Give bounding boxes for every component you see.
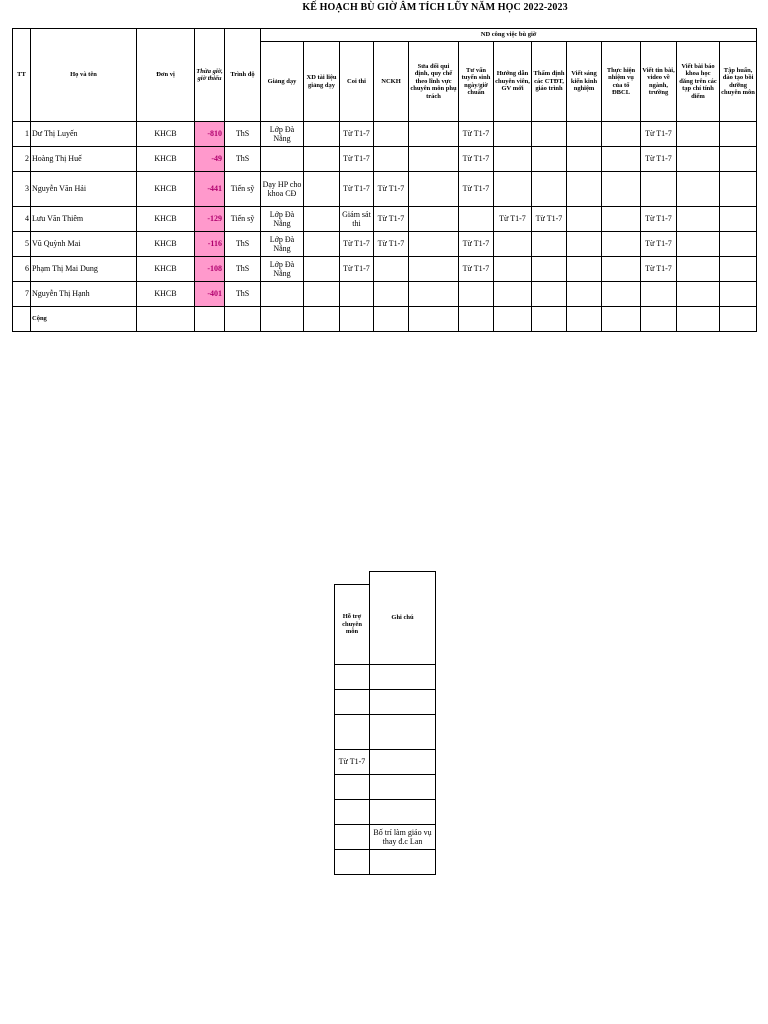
row-work-cell <box>677 282 720 307</box>
row-work-cell <box>532 232 567 257</box>
row-unit: KHCB <box>137 257 195 282</box>
col-work-4: NCKH <box>374 42 409 122</box>
row-work-cell <box>304 172 340 207</box>
total-cell <box>374 307 409 332</box>
row-support <box>335 775 370 800</box>
row-tt: 1 <box>13 122 31 147</box>
support-row <box>335 825 436 850</box>
row-work-cell <box>677 232 720 257</box>
row-support <box>335 665 370 690</box>
total-cell <box>335 850 370 875</box>
row-work-cell <box>567 282 602 307</box>
row-work-cell: Từ T1-7 <box>494 207 532 232</box>
row-name: Hoàng Thị Huế <box>31 147 137 172</box>
row-support <box>335 715 370 750</box>
row-work-cell <box>261 147 304 172</box>
row-support <box>335 825 370 850</box>
row-work-cell <box>494 122 532 147</box>
row-work-cell <box>602 257 641 282</box>
row-name: Dư Thị Luyến <box>31 122 137 147</box>
support-notes-table <box>334 571 436 875</box>
row-name: Vũ Quỳnh Mai <box>31 232 137 257</box>
row-work-cell <box>374 122 409 147</box>
row-unit: KHCB <box>137 172 195 207</box>
total-cell <box>13 307 31 332</box>
row-work-cell: Từ T1-7 <box>340 122 374 147</box>
row-work-cell <box>602 232 641 257</box>
row-work-cell: Từ T1-7 <box>459 147 494 172</box>
row-note <box>370 800 436 825</box>
row-work-cell: Từ T1-7 <box>641 207 677 232</box>
support-row <box>335 715 436 750</box>
row-work-cell: Từ T1-7 <box>340 172 374 207</box>
support-total-row <box>335 850 436 875</box>
row-work-cell: Từ T1-7 <box>340 147 374 172</box>
total-cell <box>195 307 225 332</box>
total-cell <box>677 307 720 332</box>
support-row <box>335 800 436 825</box>
row-work-cell <box>567 122 602 147</box>
row-work-cell: Từ T1-7 <box>374 207 409 232</box>
row-work-cell <box>567 207 602 232</box>
table-row <box>13 207 757 232</box>
row-work-cell <box>304 257 340 282</box>
row-tt: 7 <box>13 282 31 307</box>
row-work-cell: Lớp Đà Nẵng <box>261 257 304 282</box>
total-cell <box>720 307 757 332</box>
row-work-cell <box>494 147 532 172</box>
support-row <box>335 665 436 690</box>
col-surplus: Thừa giờ, giờ thiếu <box>195 29 225 122</box>
row-work-cell: Từ T1-7 <box>459 122 494 147</box>
row-work-cell <box>532 147 567 172</box>
row-work-cell <box>720 122 757 147</box>
row-work-cell: Từ T1-7 <box>532 207 567 232</box>
col-support: Hỗ trợ chuyên môn <box>335 585 370 665</box>
total-cell <box>567 307 602 332</box>
row-work-cell: Lớp Đà Nẵng <box>261 232 304 257</box>
row-work-cell <box>532 282 567 307</box>
row-work-cell <box>532 257 567 282</box>
support-row <box>335 775 436 800</box>
row-work-cell <box>409 172 459 207</box>
col-work-10: Thực hiện nhiệm vụ của tổ ĐBCL <box>602 42 641 122</box>
total-cell <box>137 307 195 332</box>
table-row <box>13 257 757 282</box>
row-tt: 4 <box>13 207 31 232</box>
row-work-cell <box>567 257 602 282</box>
row-note <box>370 665 436 690</box>
support-row <box>335 750 436 775</box>
row-work-cell <box>720 232 757 257</box>
total-cell <box>641 307 677 332</box>
table-row <box>13 282 757 307</box>
row-tt: 5 <box>13 232 31 257</box>
col-tt: TT <box>13 29 31 122</box>
col-degree: Trình độ <box>225 29 261 122</box>
row-name: Nguyễn Văn Hải <box>31 172 137 207</box>
row-work-cell <box>261 282 304 307</box>
col-work-3: Coi thi <box>340 42 374 122</box>
row-unit: KHCB <box>137 147 195 172</box>
row-work-cell <box>304 147 340 172</box>
row-surplus: -401 <box>195 282 225 307</box>
row-work-cell: Từ T1-7 <box>641 257 677 282</box>
row-work-cell <box>602 147 641 172</box>
total-cell <box>532 307 567 332</box>
row-name: Phạm Thị Mai Dung <box>31 257 137 282</box>
row-work-cell <box>720 257 757 282</box>
col-work-1: Giảng dạy <box>261 42 304 122</box>
total-cell <box>340 307 374 332</box>
row-work-cell <box>677 147 720 172</box>
nd-group-header: ND công việc bù giờ <box>261 29 757 42</box>
col-work-7: Hướng dẫn chuyên viên, GV mới <box>494 42 532 122</box>
row-work-cell <box>641 172 677 207</box>
col-work-6: Tư vấn tuyển sinh ngày/giờ chuẩn <box>459 42 494 122</box>
row-work-cell <box>602 282 641 307</box>
row-work-cell <box>602 207 641 232</box>
row-work-cell <box>409 122 459 147</box>
row-work-cell <box>374 282 409 307</box>
row-work-cell <box>304 207 340 232</box>
row-work-cell <box>409 282 459 307</box>
table-row <box>13 147 757 172</box>
table-row <box>13 172 757 207</box>
row-work-cell <box>567 232 602 257</box>
blank-cell <box>335 572 370 585</box>
table-header <box>13 29 757 122</box>
row-work-cell: Từ T1-7 <box>374 172 409 207</box>
row-work-cell <box>494 282 532 307</box>
row-work-cell: Từ T1-7 <box>340 257 374 282</box>
row-work-cell: Lớp Đà Nẵng <box>261 207 304 232</box>
row-note <box>370 715 436 750</box>
row-unit: KHCB <box>137 122 195 147</box>
page-title: KẾ HOẠCH BÙ GIỜ ÂM TÍCH LŨY NĂM HỌC 2022-2023 <box>302 2 568 13</box>
total-cell <box>304 307 340 332</box>
row-degree: Tiến sỹ <box>225 172 261 207</box>
row-support: Từ T1-7 <box>335 750 370 775</box>
row-work-cell <box>677 122 720 147</box>
row-work-cell <box>409 147 459 172</box>
row-work-cell <box>409 207 459 232</box>
row-surplus: -129 <box>195 207 225 232</box>
table-row <box>13 122 757 147</box>
row-work-cell <box>304 122 340 147</box>
col-work-8: Thẩm định các CTĐT, giáo trình <box>532 42 567 122</box>
row-work-cell: Từ T1-7 <box>459 172 494 207</box>
row-work-cell: Từ T1-7 <box>459 232 494 257</box>
row-tt: 6 <box>13 257 31 282</box>
row-work-cell <box>602 172 641 207</box>
row-work-cell: Từ T1-7 <box>641 122 677 147</box>
total-cell <box>370 850 436 875</box>
row-work-cell <box>374 147 409 172</box>
row-note: Bố trí làm giáo vụ thay đ.c Lan <box>370 825 436 850</box>
row-name: Nguyễn Thị Hạnh <box>31 282 137 307</box>
total-cell <box>409 307 459 332</box>
total-cell <box>225 307 261 332</box>
row-work-cell <box>602 122 641 147</box>
row-degree: ThS <box>225 147 261 172</box>
row-work-cell: Giám sát thi <box>340 207 374 232</box>
col-unit: Đơn vị <box>137 29 195 122</box>
row-work-cell <box>304 282 340 307</box>
row-work-cell <box>641 282 677 307</box>
row-name: Lưu Văn Thiêm <box>31 207 137 232</box>
row-work-cell: Từ T1-7 <box>641 232 677 257</box>
total-cell <box>494 307 532 332</box>
col-name: Họ và tên <box>31 29 137 122</box>
plan-table <box>12 28 757 332</box>
row-note <box>370 775 436 800</box>
row-work-cell: Từ T1-7 <box>459 257 494 282</box>
row-work-cell <box>304 232 340 257</box>
row-degree: ThS <box>225 257 261 282</box>
table-row <box>13 232 757 257</box>
row-support <box>335 800 370 825</box>
row-support <box>335 690 370 715</box>
row-degree: ThS <box>225 282 261 307</box>
row-note <box>370 690 436 715</box>
row-note <box>370 750 436 775</box>
row-work-cell <box>567 147 602 172</box>
row-unit: KHCB <box>137 207 195 232</box>
row-work-cell <box>677 172 720 207</box>
row-work-cell: Từ T1-7 <box>641 147 677 172</box>
row-surplus: -49 <box>195 147 225 172</box>
row-degree: ThS <box>225 122 261 147</box>
row-work-cell <box>720 172 757 207</box>
row-surplus: -441 <box>195 172 225 207</box>
row-work-cell <box>374 257 409 282</box>
row-unit: KHCB <box>137 232 195 257</box>
row-work-cell: Từ T1-7 <box>374 232 409 257</box>
row-work-cell <box>567 172 602 207</box>
row-degree: Tiến sỹ <box>225 207 261 232</box>
total-row <box>13 307 757 332</box>
row-work-cell <box>459 207 494 232</box>
row-work-cell: Lớp Đà Nẵng <box>261 122 304 147</box>
row-work-cell <box>720 207 757 232</box>
row-work-cell: Từ T1-7 <box>340 232 374 257</box>
row-surplus: -810 <box>195 122 225 147</box>
row-degree: ThS <box>225 232 261 257</box>
row-work-cell <box>677 257 720 282</box>
total-cell <box>602 307 641 332</box>
row-unit: KHCB <box>137 282 195 307</box>
total-label: Cộng <box>31 307 137 332</box>
row-tt: 3 <box>13 172 31 207</box>
row-surplus: -108 <box>195 257 225 282</box>
col-work-9: Viết sáng kiến kinh nghiệm <box>567 42 602 122</box>
total-cell <box>459 307 494 332</box>
row-work-cell <box>677 207 720 232</box>
row-work-cell <box>720 282 757 307</box>
row-work-cell <box>532 172 567 207</box>
row-tt: 2 <box>13 147 31 172</box>
row-surplus: -116 <box>195 232 225 257</box>
col-work-5: Sửa đổi qui định, quy chế theo lĩnh vực chuyên môn phụ trách <box>409 42 459 122</box>
row-work-cell <box>409 257 459 282</box>
support-row <box>335 690 436 715</box>
total-cell <box>261 307 304 332</box>
row-work-cell <box>720 147 757 172</box>
col-note: Ghi chú <box>370 572 436 665</box>
row-work-cell <box>532 122 567 147</box>
row-work-cell <box>409 232 459 257</box>
row-work-cell <box>494 172 532 207</box>
col-work-11: Viết tin bài, video về ngành, trường <box>641 42 677 122</box>
col-work-2: XD tài liệu giảng dạy <box>304 42 340 122</box>
row-work-cell <box>494 232 532 257</box>
row-work-cell <box>340 282 374 307</box>
row-work-cell <box>494 257 532 282</box>
row-work-cell: Dạy HP cho khoa CĐ <box>261 172 304 207</box>
row-work-cell <box>459 282 494 307</box>
col-work-12: Viết bài báo khoa học đăng trên các tạp chí tính điểm <box>677 42 720 122</box>
col-work-13: Tập huấn, đào tạo bồi dưỡng chuyên môn <box>720 42 757 122</box>
